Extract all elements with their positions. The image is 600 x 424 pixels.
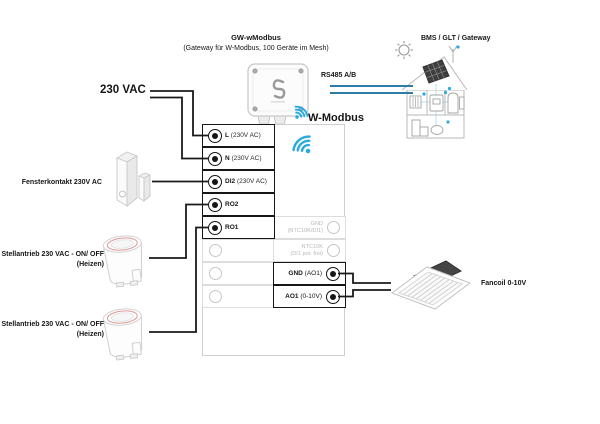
terminal-detail: (AO1) (304, 270, 322, 277)
terminal-label: DI2 (225, 178, 236, 185)
terminal-row-l (202, 124, 275, 147)
terminal-row-ntc10k (273, 239, 346, 262)
terminal-row-ro1 (202, 216, 275, 239)
window-contact-icon (117, 152, 150, 206)
power-label: 230 VAC (100, 84, 146, 96)
fancoil-label: Fancoil 0-10V (481, 280, 527, 287)
terminal-row-n (202, 147, 275, 170)
actuator-1-label (0, 250, 104, 269)
actuator-1-line1: Stellantrieb 230 VAC - ON/ OFF (1, 251, 104, 258)
terminal-row-ro2 (202, 193, 275, 216)
terminal-label: GND (288, 270, 303, 277)
building-label: BMS / GLT / Gateway (421, 35, 491, 42)
terminal-row-gnd-ntc (273, 216, 346, 239)
terminal-point (208, 129, 222, 143)
terminal-label: GND (310, 221, 323, 228)
terminal-row-empty (202, 285, 275, 308)
terminal-point (326, 267, 340, 281)
thermal-actuator-icon (103, 234, 146, 288)
actuator-2-line2: (Heizen) (76, 330, 104, 338)
terminal-point (208, 152, 222, 166)
actuator-2-line1: Stellantrieb 230 VAC - ON/ OFF (1, 321, 104, 328)
terminal-label: RO1 (225, 224, 239, 231)
sun-icon (395, 41, 413, 59)
terminal-point (208, 198, 222, 212)
terminal-label: NTC10K (301, 244, 323, 251)
terminal-row-ao1 (273, 285, 346, 308)
terminal-row-empty (202, 262, 275, 285)
terminal-detail: (0-10V) (300, 293, 322, 300)
terminal-point (209, 290, 222, 303)
gateway-subtitle: (Gateway für W-Modbus, 100 Geräte im Mesh) (183, 45, 329, 52)
terminal-row-empty (202, 239, 275, 262)
terminal-point (209, 244, 222, 257)
terminal-detail: (NTC10K/DI1) (287, 227, 323, 234)
window-contact-label: Fensterkontakt 230V AC (21, 179, 102, 186)
smart-building-icon (402, 45, 467, 138)
terminal-detail: (230V AC) (230, 132, 261, 139)
terminal-point (209, 267, 222, 280)
thermal-actuator-icon (103, 307, 146, 361)
terminal-point (327, 244, 340, 257)
gateway-title: GW-wModbus (231, 33, 281, 42)
terminal-label: N (225, 155, 230, 162)
protocol-label: W-Modbus (308, 112, 364, 124)
terminal-label: RO2 (225, 201, 239, 208)
terminal-point (208, 175, 222, 189)
terminal-row-gnd-ao1 (273, 262, 346, 285)
terminal-point (326, 290, 340, 304)
terminal-block (202, 124, 345, 356)
terminal-row-di2 (202, 170, 275, 193)
terminal-point (327, 221, 340, 234)
terminal-label: AO1 (285, 293, 299, 300)
terminal-point (208, 221, 222, 235)
terminal-label: L (225, 132, 229, 139)
bus-label: RS485 A/B (321, 72, 357, 79)
fancoil-icon (392, 261, 470, 309)
actuator-1-line2: (Heizen) (76, 260, 104, 268)
terminal-detail: (230V AC) (231, 155, 262, 162)
terminal-detail: (230V AC) (236, 178, 267, 185)
terminal-detail: (DI1 pot. frei) (290, 250, 323, 257)
actuator-2-label (0, 320, 104, 339)
